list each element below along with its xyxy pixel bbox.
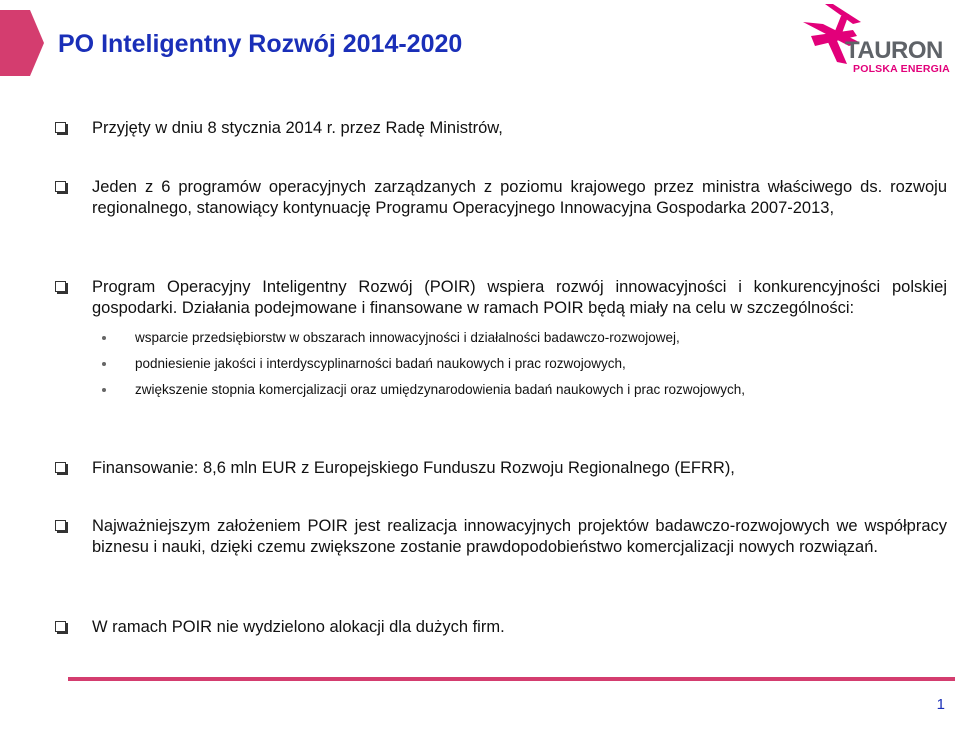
sub-item-text: zwiększenie stopnia komercjalizacji oraz umiędzynarodowienia badań naukowych i prac rozwojowych, — [135, 382, 746, 397]
checkbox-bullet-icon — [55, 520, 66, 531]
dot-bullet-icon — [102, 336, 106, 340]
sub-item — [92, 355, 947, 373]
bullet-text: Jeden z 6 programów operacyjnych zarządzanych z poziomu krajowego przez ministra właściwego ds. rozwoju regionalnego, stanowiący kontynuację Programu Operacyjnego Innowacyjna Gospodarka 2007-2013, — [92, 178, 947, 217]
logo-subtitle: POLSKA ENERGIA — [853, 63, 950, 75]
bullet-text: Przyjęty w dniu 8 stycznia 2014 r. przez Radę Ministrów, — [92, 119, 503, 137]
checkbox-bullet-icon — [55, 281, 66, 292]
bullet-6 — [55, 617, 947, 638]
checkbox-bullet-icon — [55, 621, 66, 632]
checkbox-bullet-icon — [55, 181, 66, 192]
sub-item-text: wsparcie przedsiębiorstw w obszarach innowacyjności i działalności badawczo-rozwojowej, — [135, 330, 680, 345]
bullet-text: Najważniejszym założeniem POIR jest realizacja innowacyjnych projektów badawczo-rozwojowych we współpracy biznesu i nauki, dzięki czemu zwiększone zostanie prawdopodobieństwo komercjalizacji nowych rozwiązań. — [92, 517, 947, 556]
checkbox-bullet-icon — [55, 462, 66, 473]
bullet-3 — [55, 277, 947, 415]
checkbox-bullet-icon — [55, 122, 66, 133]
sub-item-text: podniesienie jakości i interdyscyplinarności badań naukowych i prac rozwojowych, — [135, 356, 626, 371]
sub-item — [92, 381, 947, 399]
bullet-text: W ramach POIR nie wydzielono alokacji dla dużych firm. — [92, 618, 505, 636]
tauron-logo — [793, 2, 953, 82]
footer-divider — [68, 677, 955, 681]
bullet-1 — [55, 118, 947, 139]
header-accent-chevron — [0, 10, 44, 76]
dot-bullet-icon — [102, 388, 106, 392]
bullet-2 — [55, 177, 947, 219]
dot-bullet-icon — [102, 362, 106, 366]
bullet-5 — [55, 516, 947, 558]
bullet-text: Finansowanie: 8,6 mln EUR z Europejskiego Funduszu Rozwoju Regionalnego (EFRR), — [92, 459, 735, 477]
logo-wordmark: TAURON — [845, 37, 943, 64]
bullet-text: Program Operacyjny Inteligentny Rozwój (POIR) wspiera rozwój innowacyjności i konkurencyjności polskiej gospodarki. Działania podejmowane i finansowane w ramach POIR będą miały na celu w szczególności: — [92, 278, 947, 317]
slide-title: PO Inteligentny Rozwój 2014-2020 — [58, 30, 463, 58]
page-number: 1 — [936, 696, 945, 713]
bullet-4 — [55, 458, 947, 479]
sub-item — [92, 329, 947, 347]
sub-list — [92, 329, 947, 399]
